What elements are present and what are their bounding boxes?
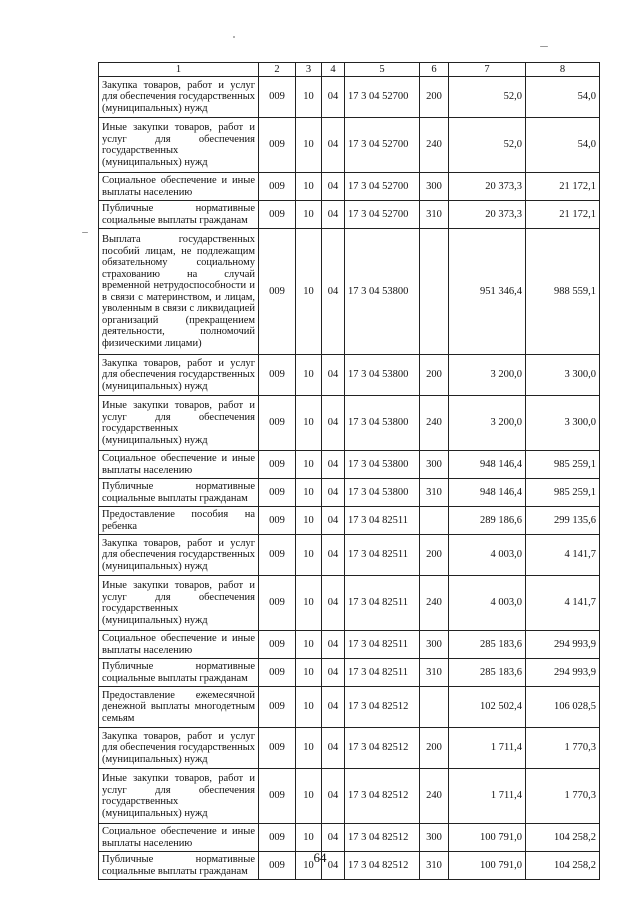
row-ministry-code: 009 (259, 659, 296, 687)
row-name: Закупка товаров, работ и услуг для обеспечения государственных (муниципальных) нужд (99, 728, 259, 769)
row-target-article: 17 3 04 82512 (345, 687, 420, 728)
row-name: Публичные нормативные социальные выплаты гражданам (99, 201, 259, 229)
row-amount-col8: 104 258,2 (526, 824, 600, 852)
row-subsection: 04 (322, 631, 345, 659)
row-amount-col8: 294 993,9 (526, 659, 600, 687)
row-expense-type: 240 (420, 396, 449, 451)
row-amount-col8: 54,0 (526, 77, 600, 118)
header-col-3: 3 (296, 63, 322, 77)
row-section: 10 (296, 576, 322, 631)
row-expense-type: 310 (420, 479, 449, 507)
table-row (99, 396, 600, 451)
row-subsection: 04 (322, 576, 345, 631)
row-amount-col8: 299 135,6 (526, 507, 600, 535)
table-row (99, 687, 600, 728)
row-section: 10 (296, 769, 322, 824)
header-col-8: 8 (526, 63, 600, 77)
row-subsection: 04 (322, 824, 345, 852)
row-expense-type: 300 (420, 631, 449, 659)
row-name: Предоставление ежемесячной денежной выплаты многодетным семьям (99, 687, 259, 728)
row-expense-type: 200 (420, 535, 449, 576)
header-col-1: 1 (99, 63, 259, 77)
row-expense-type (420, 507, 449, 535)
row-ministry-code: 009 (259, 769, 296, 824)
row-name: Закупка товаров, работ и услуг для обеспечения государственных (муниципальных) нужд (99, 355, 259, 396)
row-target-article: 17 3 04 53800 (345, 451, 420, 479)
row-expense-type: 300 (420, 173, 449, 201)
row-ministry-code: 009 (259, 535, 296, 576)
row-name: Иные закупки товаров, работ и услуг для обеспечения государственных (муниципальных) нужд (99, 118, 259, 173)
row-ministry-code: 009 (259, 687, 296, 728)
table-row (99, 118, 600, 173)
row-amount-col8: 4 141,7 (526, 576, 600, 631)
row-name: Публичные нормативные социальные выплаты гражданам (99, 479, 259, 507)
row-amount-col7: 951 346,4 (449, 229, 526, 355)
row-name: Закупка товаров, работ и услуг для обеспечения государственных (муниципальных) нужд (99, 77, 259, 118)
row-name: Иные закупки товаров, работ и услуг для обеспечения государственных (муниципальных) нужд (99, 769, 259, 824)
row-expense-type: 300 (420, 451, 449, 479)
row-subsection: 04 (322, 77, 345, 118)
row-amount-col7: 3 200,0 (449, 396, 526, 451)
row-expense-type: 310 (420, 201, 449, 229)
row-amount-col7: 1 711,4 (449, 769, 526, 824)
table-row (99, 355, 600, 396)
table-row (99, 173, 600, 201)
row-target-article: 17 3 04 82511 (345, 507, 420, 535)
row-ministry-code: 009 (259, 355, 296, 396)
row-name: Социальное обеспечение и иные выплаты населению (99, 451, 259, 479)
row-amount-col7: 20 373,3 (449, 201, 526, 229)
table-header-row (99, 63, 600, 77)
row-amount-col7: 100 791,0 (449, 824, 526, 852)
row-amount-col8: 4 141,7 (526, 535, 600, 576)
row-amount-col7: 285 183,6 (449, 631, 526, 659)
row-target-article: 17 3 04 53800 (345, 479, 420, 507)
row-subsection: 04 (322, 173, 345, 201)
row-name: Социальное обеспечение и иные выплаты населению (99, 631, 259, 659)
row-section: 10 (296, 479, 322, 507)
row-amount-col8: 1 770,3 (526, 769, 600, 824)
table-row (99, 507, 600, 535)
table-row (99, 229, 600, 355)
table-row (99, 824, 600, 852)
row-ministry-code: 009 (259, 201, 296, 229)
row-amount-col7: 52,0 (449, 118, 526, 173)
scan-speck (540, 46, 548, 47)
row-target-article: 17 3 04 82512 (345, 769, 420, 824)
row-name: Предоставление пособия на ребенка (99, 507, 259, 535)
row-section: 10 (296, 507, 322, 535)
table-row (99, 659, 600, 687)
row-ministry-code: 009 (259, 852, 296, 880)
row-target-article: 17 3 04 53800 (345, 229, 420, 355)
row-amount-col7: 4 003,0 (449, 535, 526, 576)
row-name: Социальное обеспечение и иные выплаты населению (99, 173, 259, 201)
row-target-article: 17 3 04 53800 (345, 355, 420, 396)
row-target-article: 17 3 04 52700 (345, 201, 420, 229)
row-expense-type (420, 687, 449, 728)
row-subsection: 04 (322, 451, 345, 479)
row-ministry-code: 009 (259, 396, 296, 451)
row-section: 10 (296, 173, 322, 201)
row-section: 10 (296, 229, 322, 355)
row-amount-col8: 988 559,1 (526, 229, 600, 355)
row-ministry-code: 009 (259, 631, 296, 659)
table-row (99, 631, 600, 659)
row-target-article: 17 3 04 52700 (345, 118, 420, 173)
row-target-article: 17 3 04 82512 (345, 824, 420, 852)
row-expense-type (420, 229, 449, 355)
row-section: 10 (296, 535, 322, 576)
row-ministry-code: 009 (259, 118, 296, 173)
row-target-article: 17 3 04 82512 (345, 852, 420, 880)
row-target-article: 17 3 04 52700 (345, 77, 420, 118)
row-name: Публичные нормативные социальные выплаты гражданам (99, 659, 259, 687)
row-subsection: 04 (322, 659, 345, 687)
row-target-article: 17 3 04 82511 (345, 576, 420, 631)
row-amount-col7: 4 003,0 (449, 576, 526, 631)
row-name: Социальное обеспечение и иные выплаты населению (99, 824, 259, 852)
row-ministry-code: 009 (259, 451, 296, 479)
row-name: Иные закупки товаров, работ и услуг для обеспечения государственных (муниципальных) нужд (99, 576, 259, 631)
row-subsection: 04 (322, 118, 345, 173)
row-subsection: 04 (322, 728, 345, 769)
table-row (99, 535, 600, 576)
row-section: 10 (296, 852, 322, 880)
row-section: 10 (296, 118, 322, 173)
row-name: Закупка товаров, работ и услуг для обеспечения государственных (муниципальных) нужд (99, 535, 259, 576)
scan-speck (82, 232, 88, 233)
row-target-article: 17 3 04 82512 (345, 728, 420, 769)
table-row (99, 728, 600, 769)
row-amount-col7: 948 146,4 (449, 451, 526, 479)
row-section: 10 (296, 451, 322, 479)
row-amount-col7: 948 146,4 (449, 479, 526, 507)
row-expense-type: 200 (420, 728, 449, 769)
row-section: 10 (296, 355, 322, 396)
row-section: 10 (296, 687, 322, 728)
row-amount-col8: 985 259,1 (526, 451, 600, 479)
header-col-7: 7 (449, 63, 526, 77)
row-ministry-code: 009 (259, 479, 296, 507)
row-section: 10 (296, 824, 322, 852)
row-name: Выплата государственных пособий лицам, не подлежащим обязательному социальному страхованию на случай временной нетрудоспособности и в связи с материнством, и лицам, уволенным в связи с ликвидацией организаций (прекращением деятельности, полномочий физическими лицами) (99, 229, 259, 355)
row-ministry-code: 009 (259, 77, 296, 118)
row-expense-type: 240 (420, 576, 449, 631)
row-expense-type: 200 (420, 77, 449, 118)
header-col-5: 5 (345, 63, 420, 77)
row-amount-col8: 106 028,5 (526, 687, 600, 728)
page-number: 64 (313, 850, 327, 865)
row-name: Иные закупки товаров, работ и услуг для обеспечения государственных (муниципальных) нужд (99, 396, 259, 451)
row-subsection: 04 (322, 535, 345, 576)
row-target-article: 17 3 04 53800 (345, 396, 420, 451)
row-amount-col7: 289 186,6 (449, 507, 526, 535)
row-expense-type: 300 (420, 824, 449, 852)
row-ministry-code: 009 (259, 173, 296, 201)
row-amount-col8: 21 172,1 (526, 173, 600, 201)
row-amount-col7: 100 791,0 (449, 852, 526, 880)
row-subsection: 04 (322, 201, 345, 229)
row-ministry-code: 009 (259, 229, 296, 355)
row-amount-col8: 3 300,0 (526, 355, 600, 396)
row-target-article: 17 3 04 82511 (345, 535, 420, 576)
scan-speck (233, 36, 235, 38)
row-expense-type: 200 (420, 355, 449, 396)
row-expense-type: 240 (420, 769, 449, 824)
table-row (99, 201, 600, 229)
row-subsection: 04 (322, 396, 345, 451)
row-subsection: 04 (322, 769, 345, 824)
row-target-article: 17 3 04 82511 (345, 631, 420, 659)
header-col-6: 6 (420, 63, 449, 77)
table-row (99, 451, 600, 479)
table-row (99, 576, 600, 631)
row-amount-col7: 1 711,4 (449, 728, 526, 769)
row-target-article: 17 3 04 82511 (345, 659, 420, 687)
row-amount-col7: 285 183,6 (449, 659, 526, 687)
row-amount-col8: 1 770,3 (526, 728, 600, 769)
row-subsection: 04 (322, 229, 345, 355)
row-amount-col8: 21 172,1 (526, 201, 600, 229)
row-subsection: 04 (322, 355, 345, 396)
row-amount-col8: 985 259,1 (526, 479, 600, 507)
row-amount-col8: 294 993,9 (526, 631, 600, 659)
budget-table (98, 62, 600, 880)
row-expense-type: 310 (420, 852, 449, 880)
row-section: 10 (296, 396, 322, 451)
row-section: 10 (296, 659, 322, 687)
row-section: 10 (296, 728, 322, 769)
row-amount-col8: 54,0 (526, 118, 600, 173)
row-subsection: 04 (322, 687, 345, 728)
row-expense-type: 310 (420, 659, 449, 687)
header-col-4: 4 (322, 63, 345, 77)
header-col-2: 2 (259, 63, 296, 77)
row-amount-col7: 102 502,4 (449, 687, 526, 728)
row-ministry-code: 009 (259, 728, 296, 769)
row-name: Публичные нормативные социальные выплаты гражданам (99, 852, 259, 880)
row-amount-col8: 104 258,2 (526, 852, 600, 880)
row-amount-col7: 20 373,3 (449, 173, 526, 201)
row-subsection: 04 (322, 507, 345, 535)
row-ministry-code: 009 (259, 576, 296, 631)
row-expense-type: 240 (420, 118, 449, 173)
row-ministry-code: 009 (259, 507, 296, 535)
row-section: 10 (296, 631, 322, 659)
row-subsection: 04 (322, 852, 345, 880)
table-row (99, 479, 600, 507)
row-amount-col8: 3 300,0 (526, 396, 600, 451)
row-target-article: 17 3 04 52700 (345, 173, 420, 201)
table-row (99, 769, 600, 824)
row-subsection: 04 (322, 479, 345, 507)
row-ministry-code: 009 (259, 824, 296, 852)
row-amount-col7: 3 200,0 (449, 355, 526, 396)
row-section: 10 (296, 201, 322, 229)
table-row (99, 77, 600, 118)
row-section: 10 (296, 77, 322, 118)
row-amount-col7: 52,0 (449, 77, 526, 118)
